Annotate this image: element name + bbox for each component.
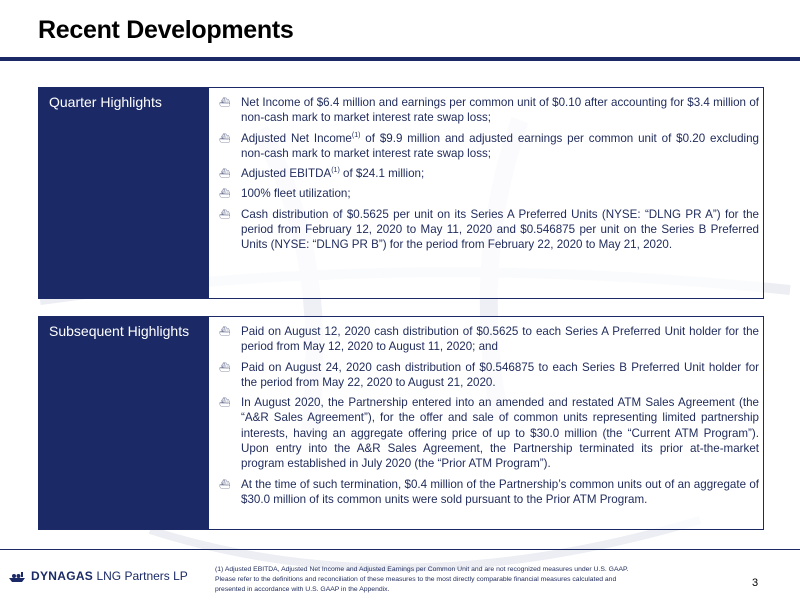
bullet-text bbox=[241, 166, 759, 181]
quarter-highlights-label: Quarter Highlights bbox=[39, 88, 209, 298]
bullet-text: Paid on August 12, 2020 cash distribution of $0.5625 to each Series A Preferred Unit holder for the period from May 12, 2020 to August 11, 2020; and bbox=[241, 325, 759, 354]
bullet-text-rest: of $9.9 million and adjusted earnings per common unit of $0.20 excluding non-cash mark to market interest rate swap loss; bbox=[241, 131, 759, 160]
bullet-text-rest: of $24.1 million; bbox=[339, 167, 425, 181]
quarter-highlights-list bbox=[209, 88, 763, 298]
ship-bullet-icon: ⛴ bbox=[219, 132, 231, 143]
bullet-text-lead: Adjusted Net Income bbox=[241, 131, 352, 145]
bullet-text bbox=[241, 131, 759, 162]
footer-divider bbox=[0, 549, 800, 550]
list-item bbox=[219, 477, 759, 508]
ship-bullet-icon: ⛴ bbox=[219, 97, 231, 107]
ship-bullet-icon: ⛴ bbox=[219, 188, 231, 199]
bullet-text: Net Income of $6.4 million and earnings per common unit of $0.10 after accounting for $3.4 million of non-cash mark to market interest rate swap loss; bbox=[241, 96, 759, 125]
bullet-text: Cash distribution of $0.5625 per unit on its Series A Preferred Units (NYSE: “DLNG PR A”) for the period from February 12, 2020 to May 11, 2020 and $0.546875 per unit on the Series B Preferred Units (NYSE: “DLNG PR B”) for the period from February 22, 2020 to May 21, 2020. bbox=[241, 207, 759, 252]
bullet-text-lead: Adjusted EBITDA bbox=[241, 167, 332, 181]
subsequent-highlights-panel bbox=[38, 316, 764, 530]
bullet-text: 100% fleet utilization; bbox=[241, 187, 351, 201]
footnote-marker: (1) bbox=[351, 131, 361, 139]
title-divider bbox=[0, 57, 800, 61]
subsequent-highlights-label: Subsequent Highlights bbox=[39, 317, 209, 529]
list-item bbox=[219, 166, 759, 181]
logo-suffix: LNG Partners LP bbox=[93, 569, 188, 583]
bullet-text: Paid on August 24, 2020 cash distribution of $0.546875 to each Series B Preferred Unit holder for the period from May 22, 2020 to August 21, 2020. bbox=[241, 360, 759, 389]
ship-bullet-icon: ⛴ bbox=[219, 326, 231, 336]
footnote-line: (1) Adjusted EBITDA, Adjusted Net Income and Adjusted Earnings per Common Unit and are not recognized measures under U.S. GAAP. bbox=[215, 566, 629, 573]
logo-name: DYNAGAS bbox=[31, 569, 94, 583]
subsequent-highlights-list bbox=[209, 317, 763, 529]
list-item bbox=[219, 207, 759, 253]
bullet-text: At the time of such termination, $0.4 million of the Partnership’s common units out of an aggregate of $30.0 million of its common units were sold pursuant to the Prior ATM Program. bbox=[241, 477, 759, 506]
ship-bullet-icon: ⛴ bbox=[219, 361, 231, 372]
page-title: Recent Developments bbox=[38, 16, 294, 44]
company-logo bbox=[8, 569, 188, 583]
bullet-text: In August 2020, the Partnership entered into an amended and restated ATM Sales Agreement (the “A&R Sales Agreement”), for the offer and sale of common units representing limited partnership interests, having an aggregate offering price of up to $30.0 million (the “Current ATM Program”). Upon entry into the A&R Sales Agreement, the Partnership terminated its prior at-the-market program established in July 2020 (the “Prior ATM Program”). bbox=[241, 396, 759, 471]
list-item bbox=[219, 95, 759, 126]
list-item bbox=[219, 324, 759, 355]
ship-bullet-icon: ⛴ bbox=[219, 478, 231, 489]
footnote-line: presented in accordance with U.S. GAAP in the Appendix. bbox=[215, 586, 390, 593]
ship-bullet-icon: ⛴ bbox=[219, 168, 231, 179]
list-item bbox=[219, 186, 759, 201]
quarter-highlights-panel bbox=[38, 87, 764, 299]
ship-bullet-icon: ⛴ bbox=[219, 208, 231, 219]
list-item bbox=[219, 131, 759, 162]
ship-bullet-icon: ⛴ bbox=[219, 397, 231, 408]
list-item bbox=[219, 360, 759, 391]
list-item bbox=[219, 395, 759, 471]
footnote bbox=[215, 565, 725, 595]
page-number: 3 bbox=[752, 577, 759, 589]
ship-logo-icon bbox=[8, 569, 26, 583]
footnote-marker: (1) bbox=[331, 167, 340, 175]
footnote-line: Please refer to the definitions and reconciliation of these measures to the most directly comparable financial measures calculated and bbox=[215, 576, 617, 583]
